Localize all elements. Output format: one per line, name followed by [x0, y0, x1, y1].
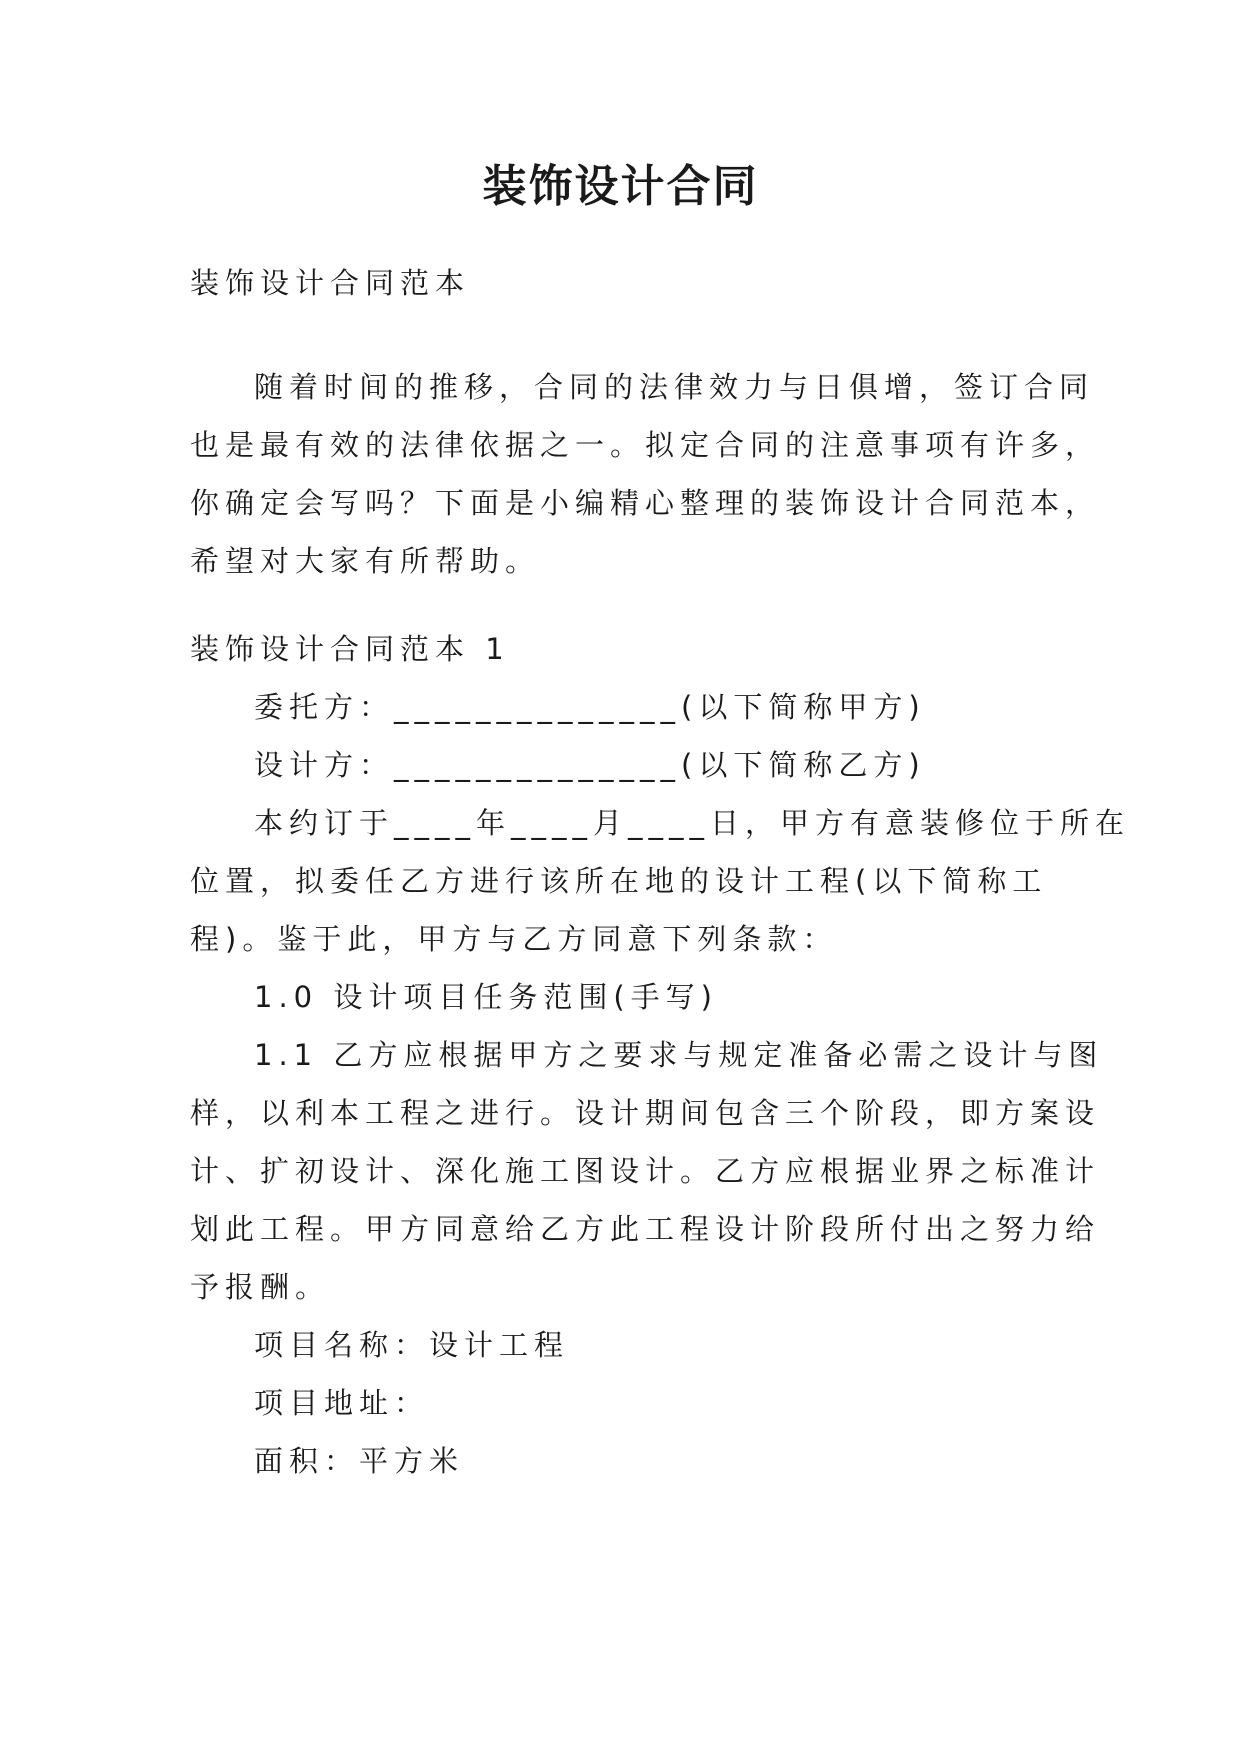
- clause-1-1-line: 样，以利本工程之进行。设计期间包含三个阶段，即方案设: [190, 1096, 1101, 1130]
- clause-1-1-line: 划此工程。甲方同意给乙方此工程设计阶段所付出之努力给: [190, 1212, 1101, 1246]
- clause-1-1-line: 予报酬。: [190, 1270, 331, 1304]
- designer-line: 设计方：______________(以下简称乙方): [254, 748, 926, 782]
- clause-1-1-line: 计、扩初设计、深化施工图设计。乙方应根据业界之标准计: [190, 1154, 1101, 1188]
- agreement-line: 程)。鉴于此，甲方与乙方同意下列条款：: [190, 922, 838, 956]
- section1-heading: 装饰设计合同范本 1: [190, 632, 510, 666]
- agreement-line: 本约订于____年____月____日，甲方有意装修位于所在: [254, 806, 1131, 840]
- section1: [190, 620, 1131, 1490]
- clause-1-1-line: 1.1 乙方应根据甲方之要求与规定准备必需之设计与图: [254, 1038, 1104, 1072]
- project-name: 项目名称：设计工程: [254, 1328, 570, 1362]
- project-area: 面积：平方米: [254, 1444, 465, 1478]
- intro-line: 也是最有效的法律依据之一。拟定合同的注意事项有许多，: [190, 428, 1101, 462]
- client-line: 委托方：______________(以下简称甲方): [254, 690, 926, 724]
- intro-line: 你确定会写吗？下面是小编精心整理的装饰设计合同范本，: [190, 486, 1101, 520]
- intro-line: 希望对大家有所帮助。: [190, 544, 541, 578]
- intro-line: 随着时间的推移，合同的法律效力与日俱增，签订合同: [254, 370, 1095, 404]
- agreement-line: 位置，拟委任乙方进行该所在地的设计工程(以下简称工: [190, 864, 1048, 898]
- intro-paragraph: [190, 358, 1101, 590]
- project-address: 项目地址：: [254, 1386, 430, 1420]
- document-title: 装饰设计合同: [482, 161, 759, 212]
- document-subtitle: 装饰设计合同范本: [190, 266, 471, 300]
- clause-1-0: 1.0 设计项目任务范围(手写): [254, 980, 718, 1014]
